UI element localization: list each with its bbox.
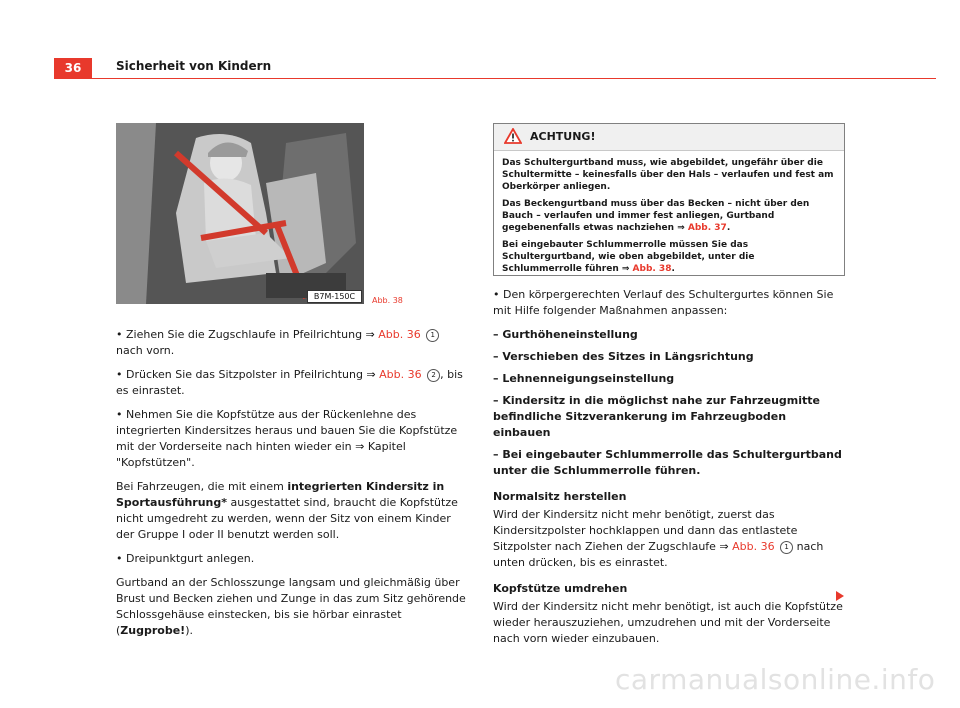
child-seat-illustration xyxy=(116,123,364,304)
watermark: carmanualsonline.info xyxy=(615,663,936,696)
paragraph: • Nehmen Sie die Kopfstütze aus der Rückenlehne des integrierten Kindersitzes heraus und bauen Sie die Kopfstütze mit der Vorderseite nach hinten wieder ein ⇒ Kapitel "Kopfstützen". xyxy=(116,408,458,469)
section-heading: Kopfstütze umdrehen xyxy=(493,582,628,595)
paragraph: Gurtband an der Schlosszunge langsam und gleichmäßig über Brust und Becken ziehen und Zunge in das zum Sitz gehörende Schlossgehäuse einstecken, bis sie hörbar einrastet (Zugprobe!). xyxy=(116,576,466,637)
warning-triangle-icon xyxy=(504,128,522,144)
list-item: – Gurthöheneinstellung xyxy=(493,328,638,341)
paragraph: Wird der Kindersitz nicht mehr benötigt, zuerst das Kindersitzpolster hochklappen und dann das entlastete Sitzpolster nach Ziehen der Zugschlaufe ⇒ Abb. 36 1 nach unten drücken, bis es einrastet. xyxy=(493,508,824,569)
callout-number: 1 xyxy=(426,329,439,342)
child-seat-drawing xyxy=(116,123,364,304)
figure-ref-link[interactable]: Abb. 37 xyxy=(687,223,727,233)
warning-title: ACHTUNG! xyxy=(530,130,596,143)
warning-header xyxy=(494,124,844,151)
section-heading: Normalsitz herstellen xyxy=(493,490,627,503)
figure-ref-link[interactable]: Abb. 36 xyxy=(732,540,775,553)
warning-box xyxy=(493,123,845,276)
figure-ref-link[interactable]: Abb. 36 xyxy=(379,368,422,381)
list-item: – Bei eingebauter Schlummerrolle das Schultergurtband unter die Schlummerrolle führen. xyxy=(493,448,842,477)
warning-paragraph: Das Schultergurtband muss, wie abgebildet, ungefähr über die Schultermitte – keinesfalls über den Hals – verlaufen und fest am Oberkörper anliegen. xyxy=(502,158,834,192)
page-number: 36 xyxy=(54,58,92,78)
paragraph: Wird der Kindersitz nicht mehr benötigt, ist auch die Kopfstütze wieder herauszuziehen, umzudrehen und mit der Vorderseite nach vorn wieder einzubauen. xyxy=(493,600,843,645)
callout-number: 1 xyxy=(780,541,793,554)
paragraph: • Drücken Sie das Sitzpolster in Pfeilrichtung ⇒ Abb. 36 2 , bis es einrastet. xyxy=(116,368,463,397)
header-divider xyxy=(54,78,936,79)
page-title: Sicherheit von Kindern xyxy=(116,59,272,73)
paragraph: Bei Fahrzeugen, die mit einem integrierten Kindersitz in Sportausführung* ausgestattet sind, braucht die Kopfstütze nicht umgedreht zu werden, wenn der Sitz von einem Kinder der Gruppe I oder II benutzt werden soll. xyxy=(116,480,458,541)
figure-code: B7M-150C xyxy=(307,290,362,303)
warning-paragraph: Das Beckengurtband muss über das Becken – nicht über den Bauch – verlaufen und immer fest anliegen, Gurtband gegebenenfalls etwas nachziehen ⇒ Abb. 37. xyxy=(502,199,810,233)
left-column xyxy=(116,327,468,647)
paragraph: • Ziehen Sie die Zugschlaufe in Pfeilrichtung ⇒ Abb. 36 1 nach vorn. xyxy=(116,327,468,359)
list-item: – Lehnenneigungseinstellung xyxy=(493,372,675,385)
warning-paragraph: Bei eingebauter Schlummerrolle müssen Sie das Schultergurtband, wie oben abgebildet, unter die Schlummerrolle führen ⇒ Abb. 38. xyxy=(502,240,755,274)
list-item: – Kindersitz in die möglichst nahe zur Fahrzeugmitte befindliche Sitzverankerung im Fahrzeugboden einbauen xyxy=(493,394,820,439)
callout-number: 2 xyxy=(427,369,440,382)
figure-ref-link[interactable]: Abb. 38 xyxy=(632,264,672,274)
right-column xyxy=(493,287,843,655)
warning-body xyxy=(494,151,844,286)
continue-arrow-icon xyxy=(836,591,844,601)
paragraph: • Dreipunktgurt anlegen. xyxy=(116,552,255,565)
paragraph: • Den körpergerechten Verlauf des Schultergurtes können Sie mit Hilfe folgender Maßnahmen anpassen: xyxy=(493,288,834,317)
figure-label: Abb. 38 xyxy=(372,296,403,305)
list-item: – Verschieben des Sitzes in Längsrichtung xyxy=(493,350,754,363)
figure-ref-link[interactable]: Abb. 36 xyxy=(378,328,421,341)
